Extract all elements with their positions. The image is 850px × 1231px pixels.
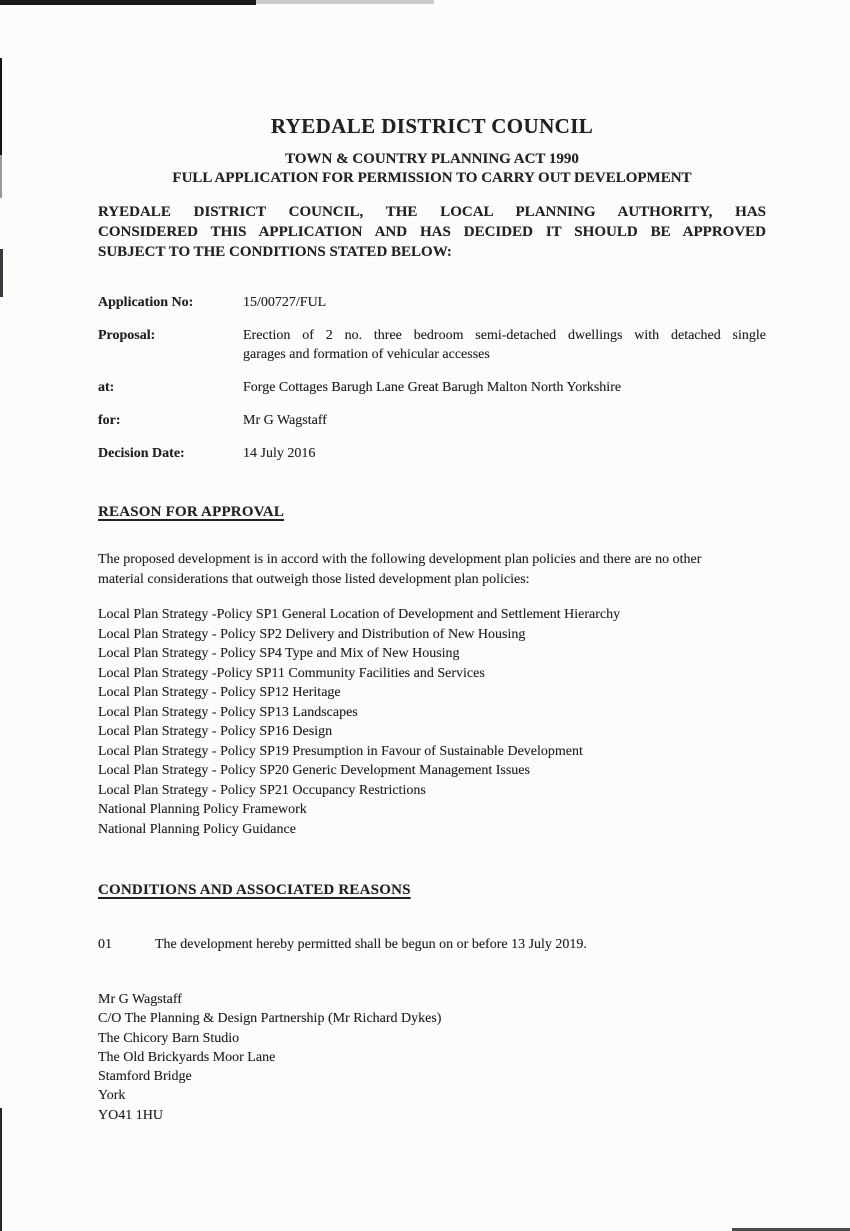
document-subtitles [98, 150, 766, 188]
approval-statement-line: CONSIDERED THIS APPLICATION AND HAS DECIDED IT SHOULD BE APPROVED [98, 224, 766, 240]
recipient-address-line: Mr G Wagstaff [98, 992, 182, 1007]
recipient-address-line: C/O The Planning & Design Partnership (Mr Richard Dykes) [98, 1011, 442, 1027]
condition-number: 01 [98, 937, 112, 952]
policy-item: Local Plan Strategy - Policy SP2 Delivery and Distribution of New Housing [98, 626, 526, 642]
policy-item: Local Plan Strategy - Policy SP20 Generic Development Management Issues [98, 763, 530, 778]
site-address-value: Forge Cottages Barugh Lane Great Barugh Malton North Yorkshire [243, 380, 622, 395]
policy-item: Local Plan Strategy - Policy SP21 Occupancy Restrictions [98, 782, 426, 798]
recipient-address-line: Stamford Bridge [98, 1069, 192, 1085]
recipient-address-line: The Old Brickyards Moor Lane [98, 1049, 276, 1065]
reason-intro-paragraph [98, 550, 766, 590]
policy-item: National Planning Policy Framework [98, 802, 307, 817]
policy-item: Local Plan Strategy - Policy SP19 Presumption in Favour of Sustainable Development [98, 743, 583, 759]
reason-for-approval-heading: REASON FOR APPROVAL [98, 504, 285, 520]
conditions-heading: CONDITIONS AND ASSOCIATED REASONS [98, 882, 411, 898]
policy-item: Local Plan Strategy -Policy SP1 General Location of Development and Settlement Hierarchy [98, 607, 621, 622]
scan-artifact-left-edge-1 [0, 58, 2, 155]
recipient-address-line: York [98, 1088, 126, 1104]
reason-intro-line: The proposed development is in accord with the following development plan policies and there are no other [98, 552, 702, 567]
approval-statement-line: SUBJECT TO THE CONDITIONS STATED BELOW: [98, 244, 452, 260]
condition-item [98, 935, 766, 954]
council-title: RYEDALE DISTRICT COUNCIL [270, 114, 594, 138]
policy-item: Local Plan Strategy - Policy SP13 Landscapes [98, 704, 358, 720]
application-type-subtitle: FULL APPLICATION FOR PERMISSION TO CARRY OUT DEVELOPMENT [172, 170, 692, 186]
approval-statement-line: RYEDALE DISTRICT COUNCIL, THE LOCAL PLANNING AUTHORITY, HAS [98, 204, 766, 220]
reason-intro-line: material considerations that outweigh those listed development plan policies: [98, 572, 530, 587]
policy-item: Local Plan Strategy -Policy SP11 Community Facilities and Services [98, 665, 485, 681]
approval-statement [98, 202, 766, 262]
scan-artifact-left-edge-4 [0, 1108, 2, 1231]
decision-date-row [98, 444, 766, 463]
scan-artifact-left-edge-3 [0, 249, 3, 297]
proposal-value-line: garages and formation of vehicular accesses [243, 347, 490, 362]
site-address-label: at: [98, 380, 115, 395]
proposal-row [98, 326, 766, 364]
recipient-address-line: YO41 1HU [98, 1107, 163, 1123]
applicant-row [98, 411, 766, 430]
applicant-label: for: [98, 413, 121, 428]
letter-content [98, 0, 766, 1125]
decision-date-value: 14 July 2016 [243, 446, 316, 461]
application-no-label: Application No: [98, 295, 194, 310]
proposal-value-line: Erection of 2 no. three bedroom semi-detached dwellings with detached single [243, 328, 766, 343]
planning-act-subtitle: TOWN & COUNTRY PLANNING ACT 1990 [285, 151, 579, 167]
application-details [98, 293, 766, 463]
application-no-row [98, 293, 766, 312]
policy-item: Local Plan Strategy - Policy SP16 Design [98, 724, 333, 739]
recipient-address-line: The Chicory Barn Studio [98, 1030, 240, 1046]
application-no-value: 15/00727/FUL [243, 295, 327, 310]
condition-text: The development hereby permitted shall be begun on or before 13 July 2019. [155, 937, 587, 952]
policy-item: Local Plan Strategy - Policy SP4 Type and Mix of New Housing [98, 646, 460, 661]
decision-date-label: Decision Date: [98, 446, 185, 461]
site-address-row [98, 378, 766, 397]
recipient-address-block [98, 990, 766, 1125]
proposal-value [243, 326, 766, 364]
policy-list [98, 605, 766, 839]
proposal-label: Proposal: [98, 328, 156, 343]
policy-item: National Planning Policy Guidance [98, 821, 296, 837]
policy-item: Local Plan Strategy - Policy SP12 Heritage [98, 685, 341, 700]
applicant-value: Mr G Wagstaff [243, 413, 327, 428]
scan-artifact-left-edge-2 [0, 155, 2, 198]
